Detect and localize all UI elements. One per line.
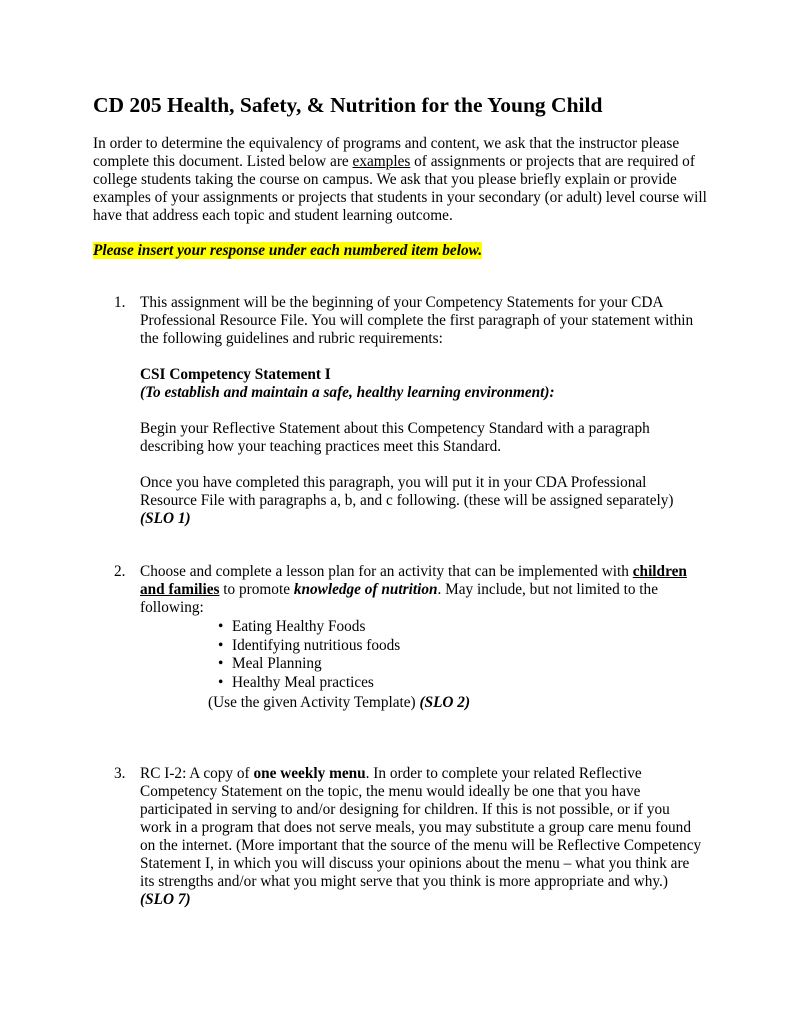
bullet-icon: •: [218, 674, 224, 692]
intro-underlined-word: examples: [352, 153, 411, 170]
competency-heading: CSI Competency Statement I: [140, 366, 331, 383]
bullet-icon: •: [218, 618, 224, 635]
item-text-c: . May include, but not limited to the following:: [140, 581, 658, 616]
item-body: [140, 294, 705, 528]
item-text-b: to promote: [219, 581, 294, 598]
response-notice: [93, 242, 482, 260]
activity-template-note: (Use the given Activity Template) (SLO 2): [208, 694, 471, 711]
item-text-a: RC I-2: A copy of: [140, 765, 254, 782]
nutrition-bullet-list: [218, 618, 400, 693]
intro-paragraph: [93, 135, 713, 225]
list-item: • Eating Healthy Foods: [218, 618, 366, 635]
slo-label: (SLO 2): [419, 694, 471, 711]
bullet-icon: •: [218, 655, 224, 673]
bullet-icon: •: [218, 636, 224, 654]
highlighted-instruction: Please insert your response under each numbered item below.: [93, 242, 483, 259]
item-emphasis: children and families: [140, 563, 687, 598]
item-number: 3.: [114, 765, 126, 782]
item-text-a: Choose and complete a lesson plan for an activity that can be implemented with: [140, 563, 633, 580]
slo-label: (SLO 7): [140, 891, 191, 908]
item-body: [140, 765, 705, 909]
item-emphasis: one weekly menu: [253, 765, 366, 782]
item-topic: knowledge of nutrition: [293, 581, 438, 598]
item-body: [140, 563, 705, 617]
resource-file-paragraph: Once you have completed this paragraph, you will put it in your CDA Professional Resource File with paragraphs a, b, and c following. (these will be assigned separately): [140, 474, 674, 509]
list-item: • Healthy Meal practices: [218, 674, 374, 692]
list-item: • Meal Planning: [218, 655, 322, 673]
document-title: CD 205 Health, Safety, & Nutrition for the Young Child: [93, 93, 603, 117]
reflective-paragraph: Begin your Reflective Statement about this Competency Standard with a paragraph describing how your teaching practices meet this Standard.: [140, 420, 650, 455]
list-item: • Identifying nutritious foods: [218, 636, 401, 654]
slo-label: (SLO 1): [140, 510, 191, 527]
item-number: 1.: [114, 294, 126, 311]
item-text: This assignment will be the beginning of your Competency Statements for your CDA Professional Resource File. You will complete the first paragraph of your statement within the following guidelines and rubric requirements:: [140, 294, 694, 347]
intro-text-2: of assignments or projects that are required of college students taking the course on campus. We ask that you please briefly explain or provide examples of your assignments or projects that students in your secondary (or adult) level course will have that address each topic and student learning outcome.: [93, 153, 707, 224]
item-text-b: . In order to complete your related Reflective Competency Statement on the topic, the menu would ideally be one that you have participated in serving to and/or designing for children. If this is not possible, or if you work in a program that does not serve meals, you may substitute a group care menu found on the internet. (More important that the source of the menu will be Reflective Competency Statement I, in which you will discuss your opinions about the menu – what you think are its strengths and/or what you might serve that you think is more appropriate and why.): [140, 765, 702, 890]
intro-text-1: In order to determine the equivalency of programs and content, we ask that the instructor please complete this document. Listed below are: [93, 135, 680, 170]
item-number: 2.: [114, 563, 126, 580]
competency-subheading: (To establish and maintain a safe, healthy learning environment):: [140, 384, 555, 401]
